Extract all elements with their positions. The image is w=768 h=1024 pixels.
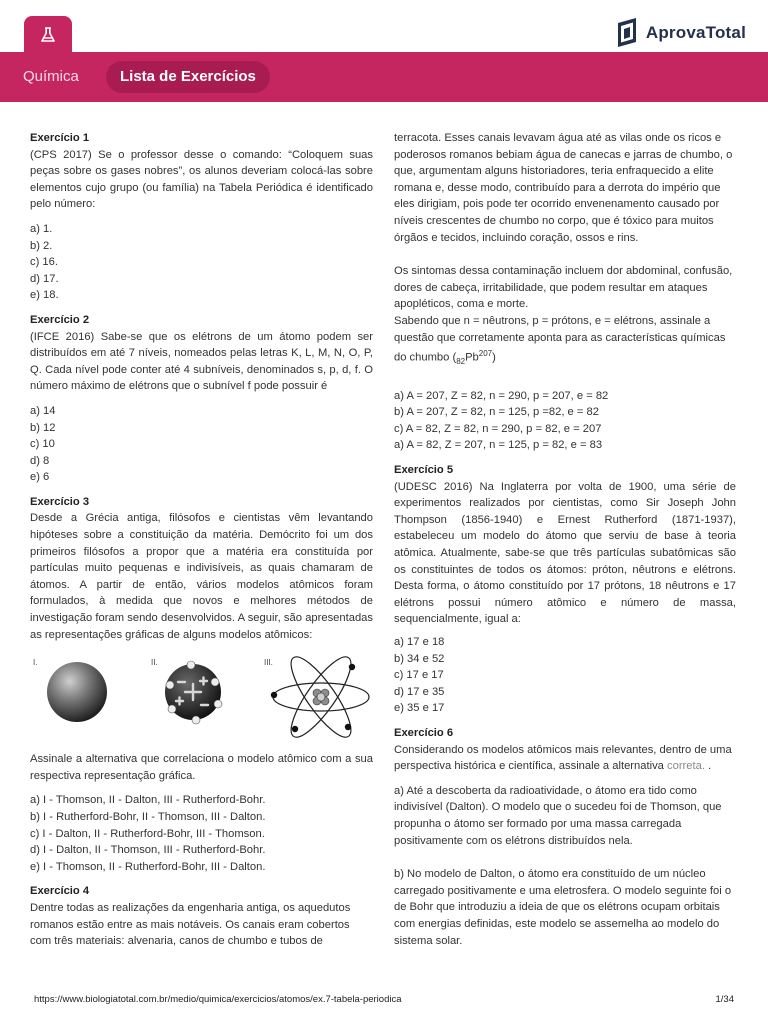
exercise-title: Exercício 6: [394, 726, 454, 739]
option: a) 14: [30, 404, 56, 417]
exercise-4-continued: [394, 130, 736, 454]
question-text: Considerando os modelos atômicos mais relevantes, dentro de uma perspectiva histórica e científica, assinale a alternativa: [394, 743, 732, 773]
exercise-title: Exercício 1: [30, 132, 90, 144]
option: e) 35 e 17: [394, 702, 445, 715]
exercise-text: terracota. Esses canais levavam água até as vilas onde os ricos e poderosos romanos bebiam água de canecas e jarras de chumbo, o que, argumentam alguns historiadores, teria enfraquecido a elite romana e, desse modo, contribuído para a derrota do império que eles dirigiam, pois pode ter ocorrido envenenamento causado por níveis crescentes de chumbo no corpo, que é tóxico para muitos órgãos e tecidos, incluindo coração, ossos e rins.: [394, 132, 733, 244]
option: c) I - Dalton, II - Rutherford-Bohr, III - Thomson.: [30, 827, 265, 840]
exercise-title: Exercício 5: [394, 464, 454, 477]
book-logo-icon: [616, 17, 640, 48]
exercise-text: Desde a Grécia antiga, filósofos e cientistas vêm levantando hipóteses sobre a constituição da matéria. Demócrito foi um dos primeiros filósofos a propor que a matéria era constituída por partículas muito pequenas e indivisíveis, as quais chamaram de átomos. A partir de então, vários modelos atômicos foram formulados, à medida que novos e melhores métodos de investigação foram sendo desenvolvidos. A seguir, são apresentadas as representações gráficas de alguns modelos atômicos:: [30, 512, 373, 641]
footer-url[interactable]: https://www.biologiatotal.com.br/medio/quimica/exercicios/atomos/ex.7-tabela-periodica: [34, 994, 402, 1005]
isotope-symbol: Pb: [465, 351, 479, 364]
question-end: ): [492, 351, 496, 364]
exercise-title: Exercício 2: [30, 313, 90, 326]
header-banner: [0, 52, 768, 102]
rutherford-bohr-orbit-illustration: [270, 655, 372, 739]
isotope-mass-number: 207: [478, 349, 493, 359]
exercise-text: (UDESC 2016) Na Inglaterra por volta de 1900, uma série de experimentos realizados por cientistas, como Sir Joseph John Thompson (1856-1940) e Ernest Rutherford (1871-1937), estabeleceu um modelo do átomo que serviu de base à teoria atômica. Atualmente, sabe-se que três partículas subatômicas são os constituintes de todos os átomos: próton, nêutrons e elétrons. Desta forma, o átomo constituído por 17 prótons, 18 nêutrons e 17 elétrons possui número atômico e número de massa, sequencialmente, igual a:: [394, 480, 736, 626]
option: b) 12: [30, 421, 56, 434]
option: a) A = 82, Z = 207, n = 125, p = 82, e = 83: [394, 439, 603, 452]
exercise-3: [30, 494, 373, 876]
exercise-question: [394, 313, 736, 371]
option: c) 17 e 17: [394, 669, 444, 682]
dalton-sphere-illustration: [44, 659, 110, 725]
brand-logo[interactable]: [616, 17, 746, 48]
highlight-word: correta.: [667, 760, 705, 773]
option: a) 17 e 18: [394, 636, 445, 648]
exercise-1: [30, 130, 373, 304]
option: a) I - Thomson, II - Dalton, III - Rutherford-Bohr.: [30, 794, 266, 807]
figure-label-1: I.: [33, 658, 38, 668]
exercise-6: [394, 725, 736, 949]
option: c) A = 82, Z = 82, n = 290, p = 82, e = 207: [394, 422, 602, 435]
exercise-4-start: [30, 883, 373, 949]
exercise-text: Dentre todas as realizações da engenharia antiga, os aquedutos romanos estão entre as mais notáveis. Os canais eram cobertos com três materiais: alvenaria, canos de chumbo e tubos de: [30, 901, 351, 948]
right-column: [394, 130, 736, 949]
subject-label[interactable]: Química: [23, 68, 79, 85]
flask-icon: [39, 26, 57, 44]
atomic-models-figure: [30, 655, 373, 741]
exercise-text: [394, 742, 736, 775]
page-number: 1/34: [715, 994, 734, 1005]
exercise-text: (CPS 2017) Se o professor desse o comando: “Coloquem suas peças sobre os gases nobres”, os alunos deveriam colocá-las sobre elementos cujo grupo (ou família) na Tabela Periódica é identificado pelo número:: [30, 148, 373, 211]
option: b) A = 207, Z = 82, n = 125, p =82, e = 82: [394, 406, 599, 419]
option: b) 34 e 52: [394, 652, 445, 665]
figure-label-2: II.: [151, 658, 158, 668]
thomson-plum-pudding-illustration: [158, 657, 228, 727]
option: e) I - Thomson, II - Rutherford-Bohr, III - Dalton.: [30, 860, 266, 873]
question-text: Sabendo que n = nêutrons, p = prótons, e = elétrons, assinale a questão que corretamente aponta para as características químicas do chumbo (: [394, 314, 726, 364]
subject-tab[interactable]: [24, 16, 72, 54]
option: e) 18.: [30, 289, 59, 302]
section-pill[interactable]: Lista de Exercícios: [106, 61, 270, 93]
brand-name-a: Aprova: [645, 22, 706, 42]
exercise-text: (IFCE 2016) Sabe-se que os elétrons de um átomo podem ser distribuídos em até 7 níveis, nomeados pelas letras K, L, M, N, O, P, Q. Cada nível pode conter até 4 subníveis, denominados s, p, d, f. O número máximo de elétrons que o subnível f pode possuir é: [30, 330, 373, 393]
option: a) A = 207, Z = 82, n = 290, p = 207, e = 82: [394, 389, 609, 402]
brand-name-b: Total: [705, 22, 746, 42]
exercise-title: Exercício 4: [30, 885, 90, 898]
option: d) I - Dalton, II - Thomson, III - Rutherford-Bohr.: [30, 844, 266, 857]
option-b: b) No modelo de Dalton, o átomo era constituído de um núcleo carregado positivamente e uma eletrosfera. O modelo seguinte foi o de Bohr que introduziu a ideia de que os elétrons ocupam orbitais com energias definidas, este modelo se assemelha ao modelo do sistema solar.: [394, 868, 732, 947]
option: b) I - Rutherford-Bohr, II - Thomson, III - Dalton.: [30, 811, 266, 823]
option: c) 10: [30, 438, 55, 451]
isotope-atomic-number: 82: [456, 357, 466, 367]
option: d) 8: [30, 454, 50, 467]
option: c) 16.: [30, 256, 58, 269]
option: d) 17.: [30, 272, 59, 285]
option: d) 17 e 35: [394, 685, 445, 698]
option-a: a) Até a descoberta da radioatividade, o átomo era tido como indivisível (Dalton). O modelo que o sucedeu foi de Thomson, que propunha o átomo ser formado por uma massa carregada positivamente com os elétrons distribuídos nela.: [394, 784, 722, 847]
option: b) 2.: [30, 239, 53, 252]
exercise-question: Assinale a alternativa que correlaciona o modelo atômico com a sua respectiva representação gráfica.: [30, 753, 373, 782]
exercise-5: [394, 462, 736, 717]
exercise-2: [30, 312, 373, 486]
question-end: .: [704, 760, 712, 773]
exercise-title: Exercício 3: [30, 495, 90, 508]
figure-label-3: III.: [264, 658, 273, 668]
option: e) 6: [30, 471, 50, 484]
exercise-text: Os sintomas dessa contaminação incluem dor abdominal, confusão, dores de cabeça, irritabilidade, que podem resultar em ataques apopléticos, coma e morte.: [394, 265, 733, 311]
option: a) 1.: [30, 222, 53, 235]
left-column: [30, 130, 373, 950]
